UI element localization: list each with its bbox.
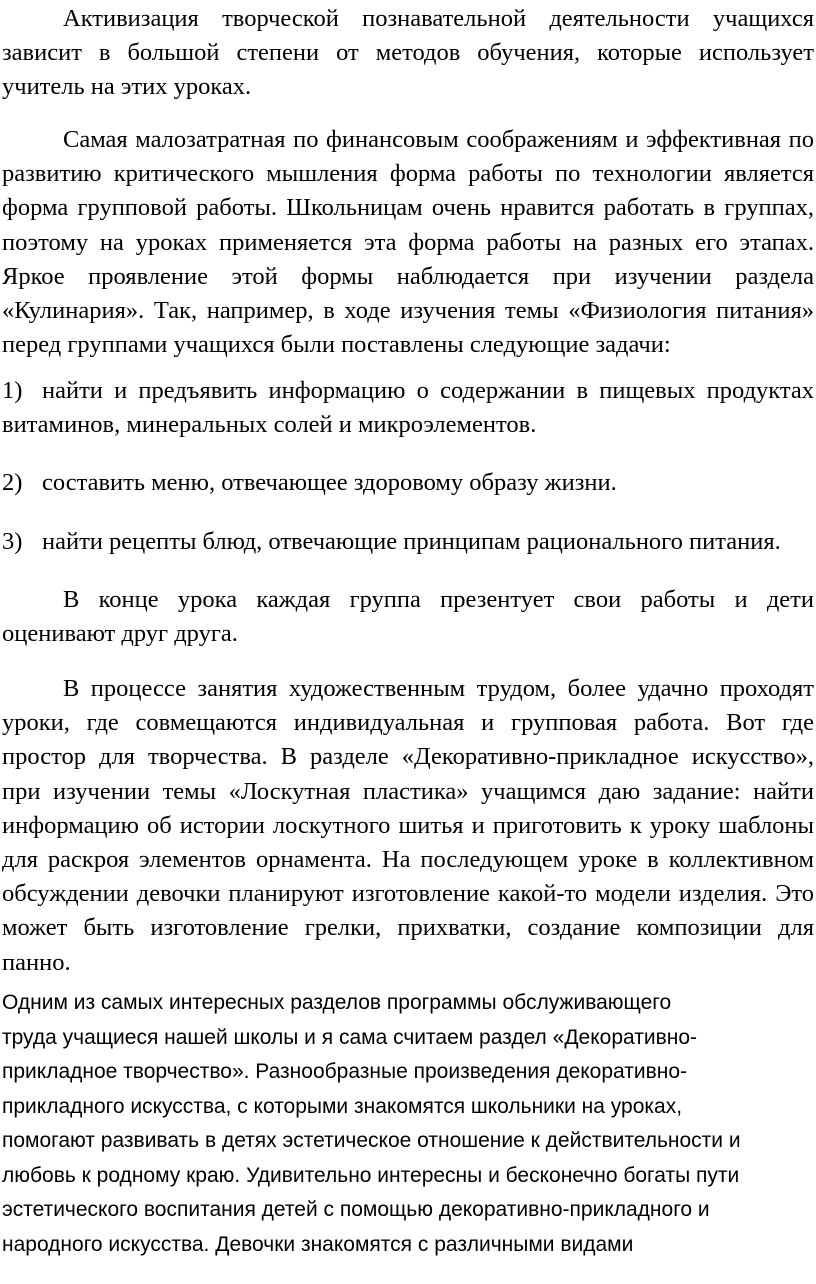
paragraph-activation: Активизация творческой познавательной деятельности учащихся зависит в большой степени от методов обучения, которые использует учитель на этих уроках. [2,5,814,101]
text-line: труда учащиеся нашей школы и я сама считаем раздел «Декоративно- [2,1025,697,1049]
task-number: 3) [2,528,23,555]
paragraph-decorative-art [2,986,802,1262]
task-item-2 [0,466,816,500]
task-number: 2) [2,469,23,496]
text-line: любовь к родному краю. Удивительно интересны и бесконечно богаты пути [2,1163,740,1187]
task-item-3 [0,525,816,559]
text-line: прикладное творчество». Разнообразные произведения декоративно- [2,1060,688,1083]
text-line: Одним из самых интересных разделов программы обслуживающего [2,991,672,1014]
paragraph-group-work: Самая малозатратная по финансовым соображениям и эффективная по развитию критического мышления форма работы по технологии является форма групповой работы. Школьницам очень нравится работать в группах, поэтому на уроках применяется эта форма работы на разных его этапах. Яркое проявление этой формы наблюдается при изучении раздела «Кулинария». Так, например, в ходе изучения темы «Физиология питания» перед группами учащихся были поставлены следующие задачи: [2,126,814,359]
text-line: прикладного искусства, с которыми знакомятся школьники на уроках, [2,1094,683,1118]
task-number: 1) [2,377,23,404]
paragraph-lesson-end: В конце урока каждая группа презентует свои работы и дети оценивают друг друга. [2,586,814,648]
text-line: помогают развивать в детях эстетическое отношение к действительности и [2,1129,741,1152]
task-item-1 [0,374,816,442]
text-line: эстетического воспитания детей с помощью декоративно-прикладного и [2,1198,710,1221]
task-text: составить меню, отвечающее здоровому образу жизни. [42,469,617,496]
paragraph-art-work: В процессе занятия художественным трудом, более удачно проходят уроки, где совмещаются индивидуальная и групповая работа. Вот где простор для творчества. В разделе «Декоративно-прикладное искусство», при изучении темы «Лоскутная пластика» учащимся даю задание: найти информацию об истории лоскутного шитья и приготовить к уроку шаблоны для раскроя элементов орнамента. На последующем уроке в коллективном обсуждении девочки планируют изготовление какой-то модели изделия. Это может быть изготовление грелки, прихватки, создание композиции для панно. [2,675,814,976]
task-text: найти и предъявить информацию о содержании в пищевых продуктах витаминов, минеральных солей и микроэлементов. [2,377,814,439]
task-text: найти рецепты блюд, отвечающие принципам рационального питания. [42,528,781,555]
text-line: народного искусства. Девочки знакомятся с различными видами [2,1232,634,1256]
